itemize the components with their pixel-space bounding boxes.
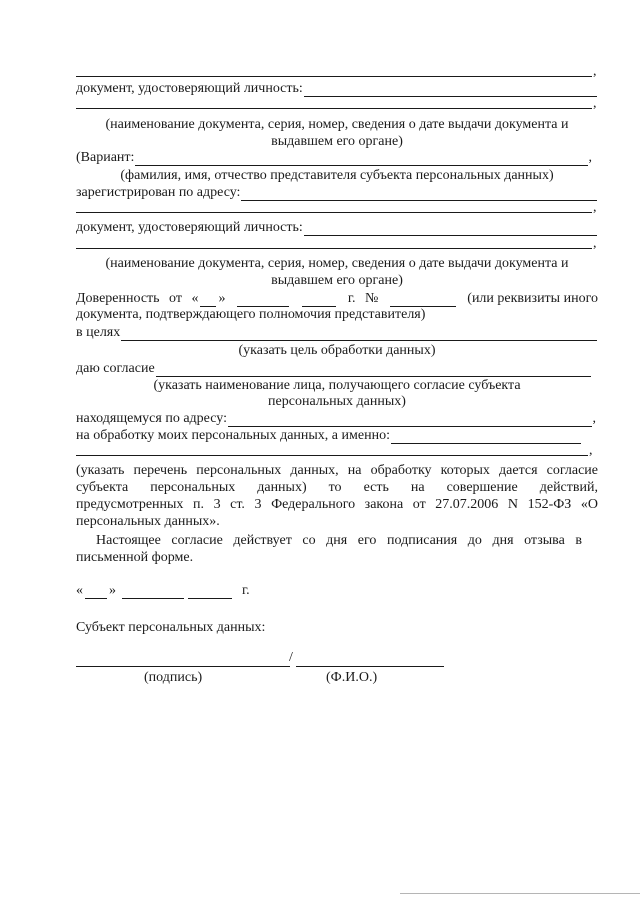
date-day-field[interactable]	[85, 586, 107, 599]
date-row	[76, 583, 250, 599]
id-caption-line-2: выдавшем его органе)	[271, 134, 403, 149]
list-paragraph-line-3: предусмотренных п. 3 ст. 3 Федерального закона от 27.07.2006 N 152-ФЗ «О	[76, 497, 598, 512]
poa-day-field[interactable]	[200, 294, 216, 307]
signature-field[interactable]	[76, 666, 290, 667]
rep-id-document-row	[76, 220, 598, 236]
comma: ,	[592, 411, 596, 426]
purpose-row	[76, 325, 598, 341]
close-quote: »	[218, 291, 226, 306]
id-caption-line-1: (наименование документа, серия, номер, сведения о дате выдачи документа и	[105, 117, 569, 132]
representative-name-field[interactable]	[135, 153, 587, 166]
registered-address-field[interactable]	[241, 188, 597, 201]
number-sign: №	[364, 291, 379, 306]
id-document-blank-line[interactable]	[76, 108, 592, 109]
purpose-caption: (указать цель обработки данных)	[238, 343, 436, 358]
comma: ,	[589, 443, 593, 458]
recipient-caption-line-1: (указать наименование лица, получающего согласие субъекта	[153, 378, 521, 393]
signature-caption: (подпись)	[144, 670, 203, 685]
located-address-label: находящемуся по адресу:	[76, 411, 227, 426]
rep-id-document-blank-line[interactable]	[76, 248, 592, 249]
validity-line-1: Настоящее согласие действует со дня его подписания до дня отзыва в	[96, 533, 582, 548]
comma: ,	[593, 200, 597, 215]
poa-alternative-2: документа, подтверждающего полномочия представителя)	[76, 307, 426, 322]
purpose-label: в целях	[76, 325, 121, 340]
poa-date	[191, 291, 225, 307]
processing-label: на обработку моих персональных данных, а именно:	[76, 428, 390, 443]
full-name-field[interactable]	[296, 666, 444, 667]
close-quote: »	[109, 583, 116, 598]
recipient-field[interactable]	[156, 364, 591, 377]
registered-address-row	[76, 185, 598, 201]
list-paragraph-line-2: субъекта персональных данных) то есть на совершение действий,	[76, 480, 598, 495]
date-month-field[interactable]	[122, 586, 184, 599]
recipient-caption-line-2: персональных данных)	[268, 394, 406, 409]
poa-year-field[interactable]	[302, 294, 336, 307]
representative-caption: (фамилия, имя, отчество представителя субъекта персональных данных)	[120, 168, 554, 183]
subject-label: Субъект персональных данных:	[76, 620, 266, 635]
rep-id-caption-line-1: (наименование документа, серия, номер, сведения о дате выдачи документа и	[105, 256, 569, 271]
open-quote: «	[191, 291, 199, 306]
variant-label: (Вариант:	[76, 150, 135, 165]
list-paragraph-line-1: (указать перечень персональных данных, на обработку которых дается согласие	[76, 463, 598, 478]
processing-blank-line[interactable]	[76, 455, 588, 456]
year-abbr: г.	[347, 291, 356, 306]
date-year-field[interactable]	[188, 586, 232, 599]
rep-id-document-field[interactable]	[304, 223, 597, 236]
power-of-attorney-row	[76, 291, 598, 307]
open-quote: «	[76, 583, 83, 598]
comma: ,	[593, 236, 597, 251]
id-document-label: документ, удостоверяющий личность:	[76, 81, 303, 96]
comma: ,	[593, 64, 597, 79]
consent-row	[76, 361, 592, 377]
poa-alternative-row	[76, 307, 598, 323]
validity-line-2: письменной форме.	[76, 550, 194, 565]
consent-label: даю согласие	[76, 361, 155, 376]
poa-alternative: (или реквизиты иного	[467, 291, 598, 306]
subject-row	[76, 620, 598, 636]
poa-number-field[interactable]	[390, 294, 456, 307]
located-address-row	[76, 411, 596, 427]
name-blank-line[interactable]	[76, 76, 592, 77]
processing-row	[76, 428, 582, 444]
rep-id-caption-line-2: выдавшем его органе)	[271, 273, 403, 288]
variant-row	[76, 150, 592, 166]
poa-from: от	[169, 291, 182, 306]
scan-edge-mark	[400, 893, 640, 894]
signature-slash: /	[289, 650, 293, 665]
registered-address-label: зарегистрирован по адресу:	[76, 185, 241, 200]
registered-address-blank-line[interactable]	[76, 212, 592, 213]
processing-field[interactable]	[391, 431, 581, 444]
comma: ,	[593, 96, 597, 111]
purpose-field[interactable]	[121, 328, 597, 341]
rep-id-document-label: документ, удостоверяющий личность:	[76, 220, 303, 235]
list-paragraph-line-4: персональных данных».	[76, 514, 220, 529]
id-document-row	[76, 81, 598, 97]
date-year-abbr: г.	[242, 583, 250, 598]
located-address-field[interactable]	[228, 414, 592, 427]
poa-label: Доверенность	[76, 291, 160, 306]
poa-month-field[interactable]	[237, 294, 289, 307]
id-document-field[interactable]	[304, 84, 597, 97]
comma: ,	[588, 150, 592, 165]
full-name-caption: (Ф.И.О.)	[326, 670, 378, 685]
